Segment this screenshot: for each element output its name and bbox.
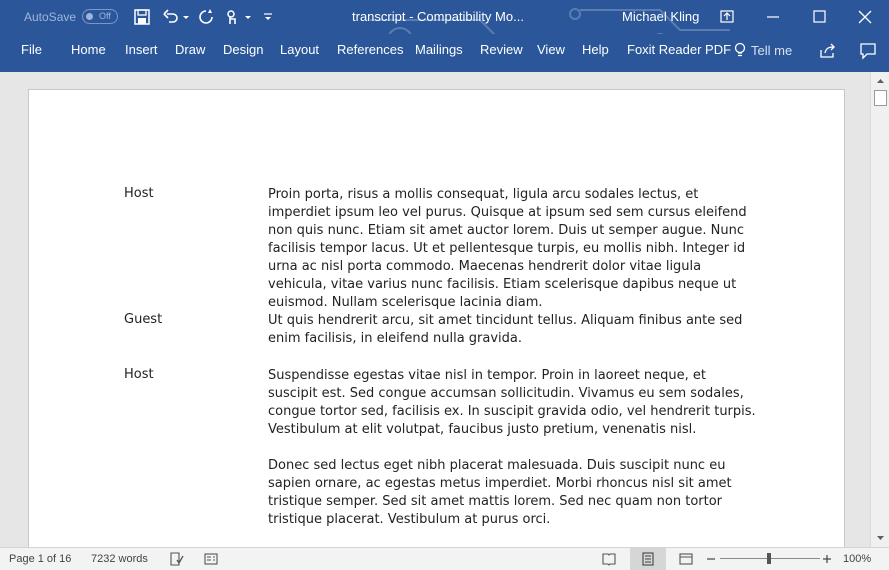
scroll-down-icon[interactable]: [874, 531, 887, 544]
speaker-label: Guest: [124, 312, 163, 327]
zoom-slider-thumb[interactable]: [767, 553, 771, 564]
undo-icon[interactable]: [162, 8, 180, 26]
share-icon[interactable]: [818, 41, 838, 61]
word-count[interactable]: 7232 words: [91, 553, 148, 565]
touch-dropdown-icon[interactable]: [243, 8, 253, 26]
minimize-icon[interactable]: [762, 6, 784, 28]
page-count[interactable]: Page 1 of 16: [9, 553, 72, 565]
document-title: transcript - Compatibility Mo...: [352, 9, 524, 24]
read-mode-icon[interactable]: [601, 551, 617, 567]
ribbon-display-options-icon[interactable]: [716, 6, 738, 28]
tab-help[interactable]: Help: [582, 42, 609, 57]
web-layout-icon[interactable]: [678, 551, 694, 567]
transcript-paragraph[interactable]: Donec sed lectus eget nibh placerat malesuada. Duis suscipit nunc eu sapien ornare, ac egestas metus imperdiet. Morbi rhoncus nisl sit amet tristique semper. Sed sit amet mattis lorem. Sed nec quam non tortor tristique placerat. Vestibulum at purus orci.: [268, 458, 732, 527]
tab-references[interactable]: References: [337, 42, 404, 57]
transcript-paragraph[interactable]: Ut quis hendrerit arcu, sit amet tincidunt tellus. Aliquam finibus ante sed enim facilisis, in eleifend nulla gravida.: [268, 313, 743, 346]
tab-design[interactable]: Design: [223, 42, 264, 57]
zoom-in-icon[interactable]: [821, 551, 833, 567]
customize-toolbar-icon[interactable]: [262, 8, 274, 26]
touch-mode-icon[interactable]: [223, 8, 241, 26]
status-bar: [0, 547, 889, 570]
lightbulb-icon: [733, 42, 747, 58]
zoom-level[interactable]: 100%: [843, 553, 872, 565]
autosave-switch[interactable]: Off: [82, 9, 118, 24]
ribbon-tabs: [0, 34, 889, 72]
vertical-scrollbar[interactable]: [870, 72, 889, 547]
transcript-paragraph[interactable]: Proin porta, risus a mollis consequat, ligula arcu sodales lectus, et imperdiet ipsum leo vel purus. Quisque at ipsum sed sem cursus eleifend non quis nunc. Etiam sit amet auctor lorem. Duis ut semper augue. Nunc facilisis tempor lacus. Ut et pellentesque turpis, eu mollis nibh. Integer id urna ac nisl porta commodo. Maecenas hendrerit dolor vitae ligula vehicula, vitae varius nunc facilisis. Etiam scelerisque dapibus neque ut euismod. Nullam scelerisque lacinia diam.: [268, 187, 747, 310]
speaker-label: Host: [124, 186, 154, 201]
close-icon[interactable]: [854, 6, 876, 28]
tab-review[interactable]: Review: [480, 42, 523, 57]
undo-dropdown-icon[interactable]: [181, 8, 191, 26]
autosave-toggle[interactable]: [24, 9, 118, 24]
maximize-icon[interactable]: [808, 6, 830, 28]
tab-home[interactable]: Home: [71, 42, 106, 57]
scroll-up-icon[interactable]: [874, 75, 887, 88]
title-bar: [0, 0, 889, 34]
tab-view[interactable]: View: [537, 42, 565, 57]
tell-me-search[interactable]: [733, 42, 792, 58]
redo-icon[interactable]: [197, 8, 215, 26]
document-page[interactable]: [28, 89, 845, 547]
transcript-paragraph[interactable]: Suspendisse egestas vitae nisl in tempor. Proin in laoreet neque, et suscipit est. Sed congue accumsan sollicitudin. Vivamus eu sem sodales, congue tortor sed, facilisis ex. In suscipit gravida odio, vel hendrerit turpis. Vestibulum at elit volutpat, faucibus justo pretium, venenatis nisl.: [268, 368, 756, 437]
tab-mailings[interactable]: Mailings: [415, 42, 463, 57]
speaker-label: Host: [124, 367, 154, 382]
comments-icon[interactable]: [858, 41, 878, 61]
tab-draw[interactable]: Draw: [175, 42, 206, 57]
tab-foxit-reader-pdf[interactable]: Foxit Reader PDF: [627, 42, 732, 57]
autosave-label: AutoSave: [24, 9, 77, 24]
user-name[interactable]: Michael Kling: [622, 9, 700, 24]
tell-me-label: Tell me: [751, 42, 793, 58]
scroll-thumb[interactable]: [874, 90, 887, 106]
tab-layout[interactable]: Layout: [280, 42, 320, 57]
tab-file[interactable]: File: [21, 42, 42, 57]
document-area: [0, 72, 870, 547]
proofing-icon[interactable]: [168, 551, 184, 567]
macro-recording-icon[interactable]: [203, 551, 219, 567]
tab-insert[interactable]: Insert: [125, 42, 158, 57]
print-layout-icon[interactable]: [640, 551, 656, 567]
zoom-out-icon[interactable]: [705, 551, 717, 567]
save-icon[interactable]: [133, 8, 151, 26]
